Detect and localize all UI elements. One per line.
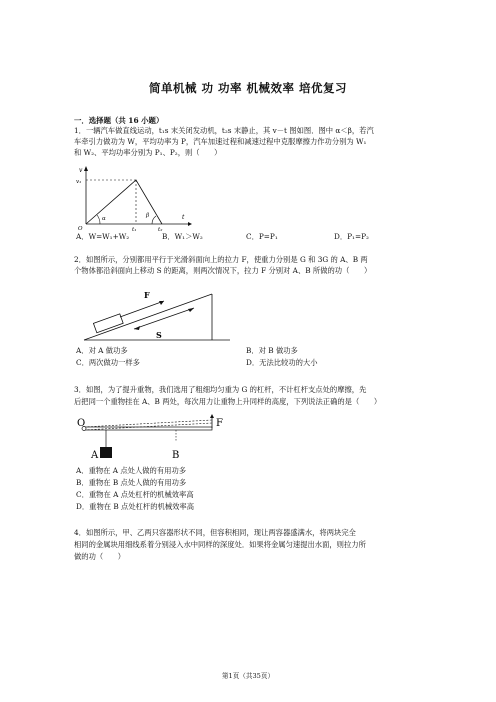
q1-t2-label: t₂ [158, 227, 163, 232]
q1-origin-label: O [78, 226, 83, 232]
q2-incline [84, 294, 212, 340]
q3-line-2: 后把同一个重物挂在 A、B 两处，每次用力让重物上升同样的高度，下列说法正确的是（ ） [74, 397, 382, 406]
page-footer: 第1页（共35页） [221, 672, 275, 680]
q1-t-label: t [182, 214, 185, 221]
q1-line-3: 和 W₂、平均功率分别为 P₁、P₂，则（ ） [74, 148, 222, 157]
q4-line-3: 做的功（ ） [74, 552, 126, 561]
q2-option-a[interactable]: A．对 A 做功多 [76, 346, 128, 355]
q2-option-d[interactable]: D．无法比较功的大小 [246, 358, 318, 367]
q1-option-c[interactable]: C．P=P₁ [246, 232, 278, 241]
q3-a-label: A [91, 450, 99, 461]
q3-weight [100, 447, 112, 458]
q3-option-b[interactable]: B．重物在 B 点处人做的有用功多 [76, 478, 187, 487]
q2-line-1: 2．如图所示，分别都用平行于光滑斜面向上的拉力 F，使重力分别是 G 和 3G 的 A、B 两 [74, 255, 368, 264]
section-heading: 一．选择题（共 16 小题） [74, 116, 164, 125]
q2-s-label: S [156, 330, 162, 340]
page-title: 简单机械 功 功率 机械效率 培优复习 [148, 81, 347, 95]
q1-v1-label: v₁ [76, 179, 82, 185]
q3-lever-figure [76, 414, 236, 462]
q2-line-2: 个物体都沿斜面向上移动 S 的距离，则两次情况下，拉力 F 分别对 A、B 所做的功（ ） [74, 266, 372, 275]
q2-force-arrow [120, 301, 164, 317]
q3-option-d[interactable]: D．重物在 B 点处杠杆的机械效率高 [76, 502, 195, 511]
q1-vt-line [86, 180, 162, 224]
q4-line-1: 4．如图所示，甲、乙两只容器形状不同，但容积相同，现让两容器盛满水，将两块完全 [74, 528, 356, 537]
q1-option-d[interactable]: D．P₁=P₂ [334, 232, 369, 241]
q3-line-1: 3．如图，为了提升重物，我们选用了粗细均匀重为 G 的杠杆，不计杠杆支点处的摩擦，先 [74, 385, 367, 394]
q1-line-2: 车牵引力做功为 W，平均功率为 P，汽车加速过程和减速过程中克服摩擦力作功分别为 W₁ [74, 137, 367, 146]
q2-incline-figure [82, 284, 232, 342]
q1-line-1: 1．一辆汽车做直线运动，t₁s 末关闭发动机，t₂s 末静止，其 v－t 图如图．图中 α＜β，若汽 [74, 126, 374, 135]
q1-beta-label: β [146, 213, 150, 219]
q1-alpha-label: α [102, 216, 106, 222]
q3-option-a[interactable]: A．重物在 A 点处人做的有用功多 [76, 466, 187, 475]
q1-vt-graph [76, 164, 196, 232]
q1-option-a[interactable]: A．W=W₁+W₂ [76, 232, 130, 241]
q3-o-label: O [77, 418, 86, 429]
q1-v-label: v [79, 167, 83, 174]
q3-b-label: B [172, 450, 180, 461]
q1-t1-label: t₁ [132, 227, 137, 232]
q4-line-2: 相同的金属块用细线系着分别浸入水中同样的深度处．如果将金属匀速提出水面，则拉力所 [74, 540, 366, 549]
q2-option-c[interactable]: C．两次做功一样多 [76, 358, 140, 367]
q3-option-c[interactable]: C．重物在 A 点处杠杆的机械效率高 [76, 490, 194, 499]
q2-block [93, 314, 123, 333]
q3-f-label: F [216, 418, 223, 429]
q3-lever [84, 427, 212, 430]
q2-f-label: F [144, 290, 150, 300]
q2-option-b[interactable]: B．对 B 做功多 [246, 346, 298, 355]
q1-option-b[interactable]: B．W₁＞W₂ [162, 232, 203, 241]
